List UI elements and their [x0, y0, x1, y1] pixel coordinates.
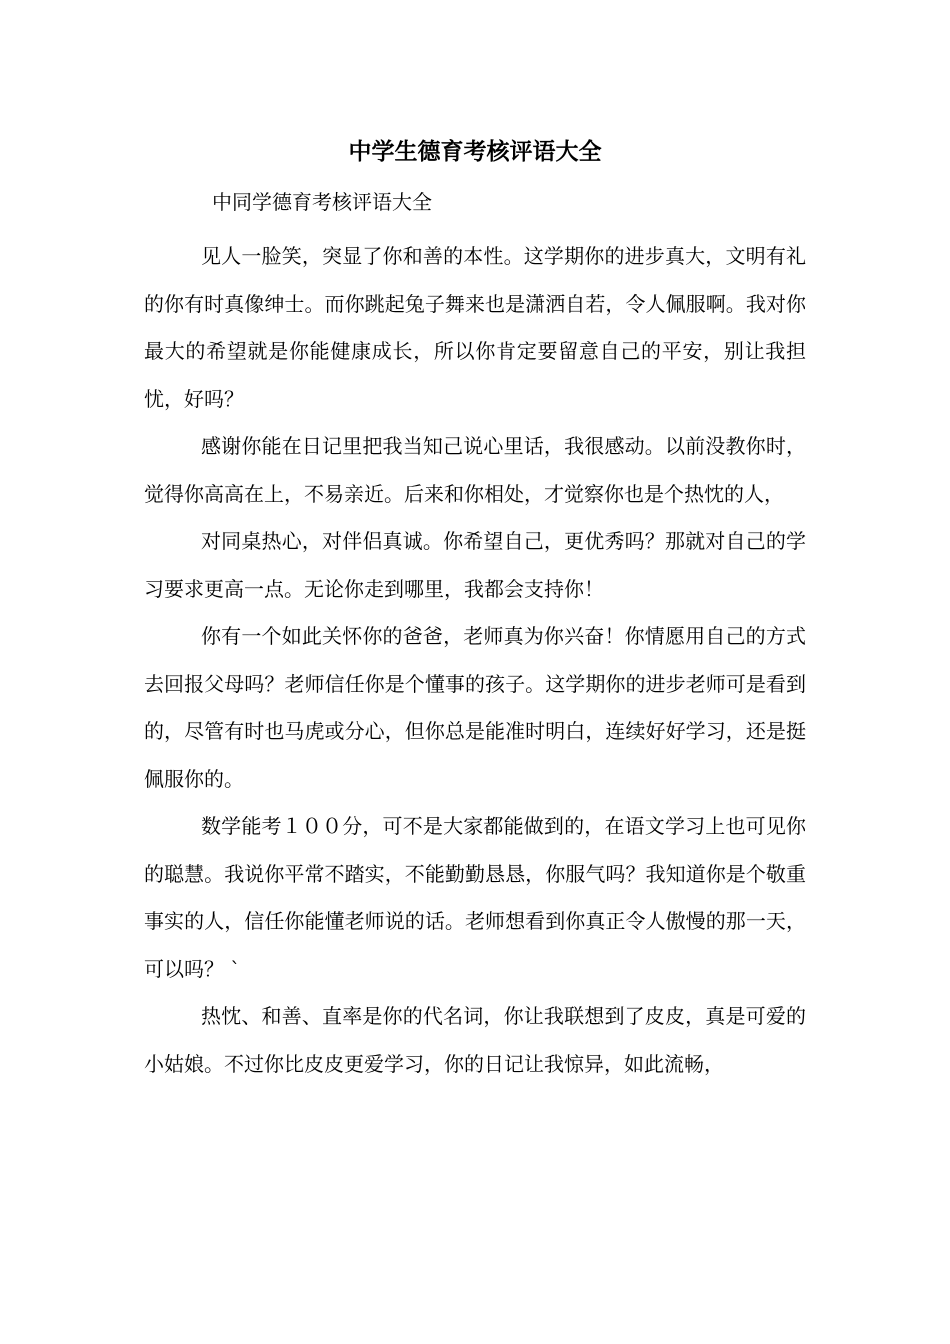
paragraph-1: 见人一脸笑，突显了你和善的本性。这学期你的进步真大，文明有礼的你有时真像绅士。而你跳起兔子舞来也是潇洒自若，令人佩服啊。我对你最大的希望就是你能健康成长，所以你肯定要留意自己的平安，别让我担忧，好吗？	[144, 244, 806, 411]
paragraph-4: 你有一个如此关怀你的爸爸，老师真为你兴奋！你情愿用自己的方式去回报父母吗？老师信任你是个懂事的孩子。这学期你的进步老师可是看到的，尽管有时也马虎或分心，但你总是能准时明白，连续好好学习，还是挺佩服你的。	[144, 624, 806, 791]
document-subtitle: 中同学德育考核评语大全	[212, 190, 432, 214]
document-title: 中学生德育考核评语大全	[348, 138, 602, 165]
paragraph-5: 数学能考１００分，可不是大家都能做到的，在语文学习上也可见你的聪慧。我说你平常不踏实，不能勤勤恳恳，你服气吗？我知道你是个敬重事实的人，信任你能懂老师说的话。老师想看到你真正令人傲慢的那一天，可以吗？ `	[144, 814, 806, 981]
paragraph-2: 感谢你能在日记里把我当知己说心里话，我很感动。以前没教你时，觉得你高高在上，不易亲近。后来和你相处，才觉察你也是个热忱的人，	[144, 434, 806, 506]
paragraph-6: 热忱、和善、直率是你的代名词，你让我联想到了皮皮，真是可爱的小姑娘。不过你比皮皮更爱学习，你的日记让我惊异，如此流畅，	[144, 1004, 806, 1076]
paragraph-3: 对同桌热心，对伴侣真诚。你希望自己，更优秀吗？那就对自己的学习要求更高一点。无论你走到哪里，我都会支持你！	[144, 529, 806, 601]
